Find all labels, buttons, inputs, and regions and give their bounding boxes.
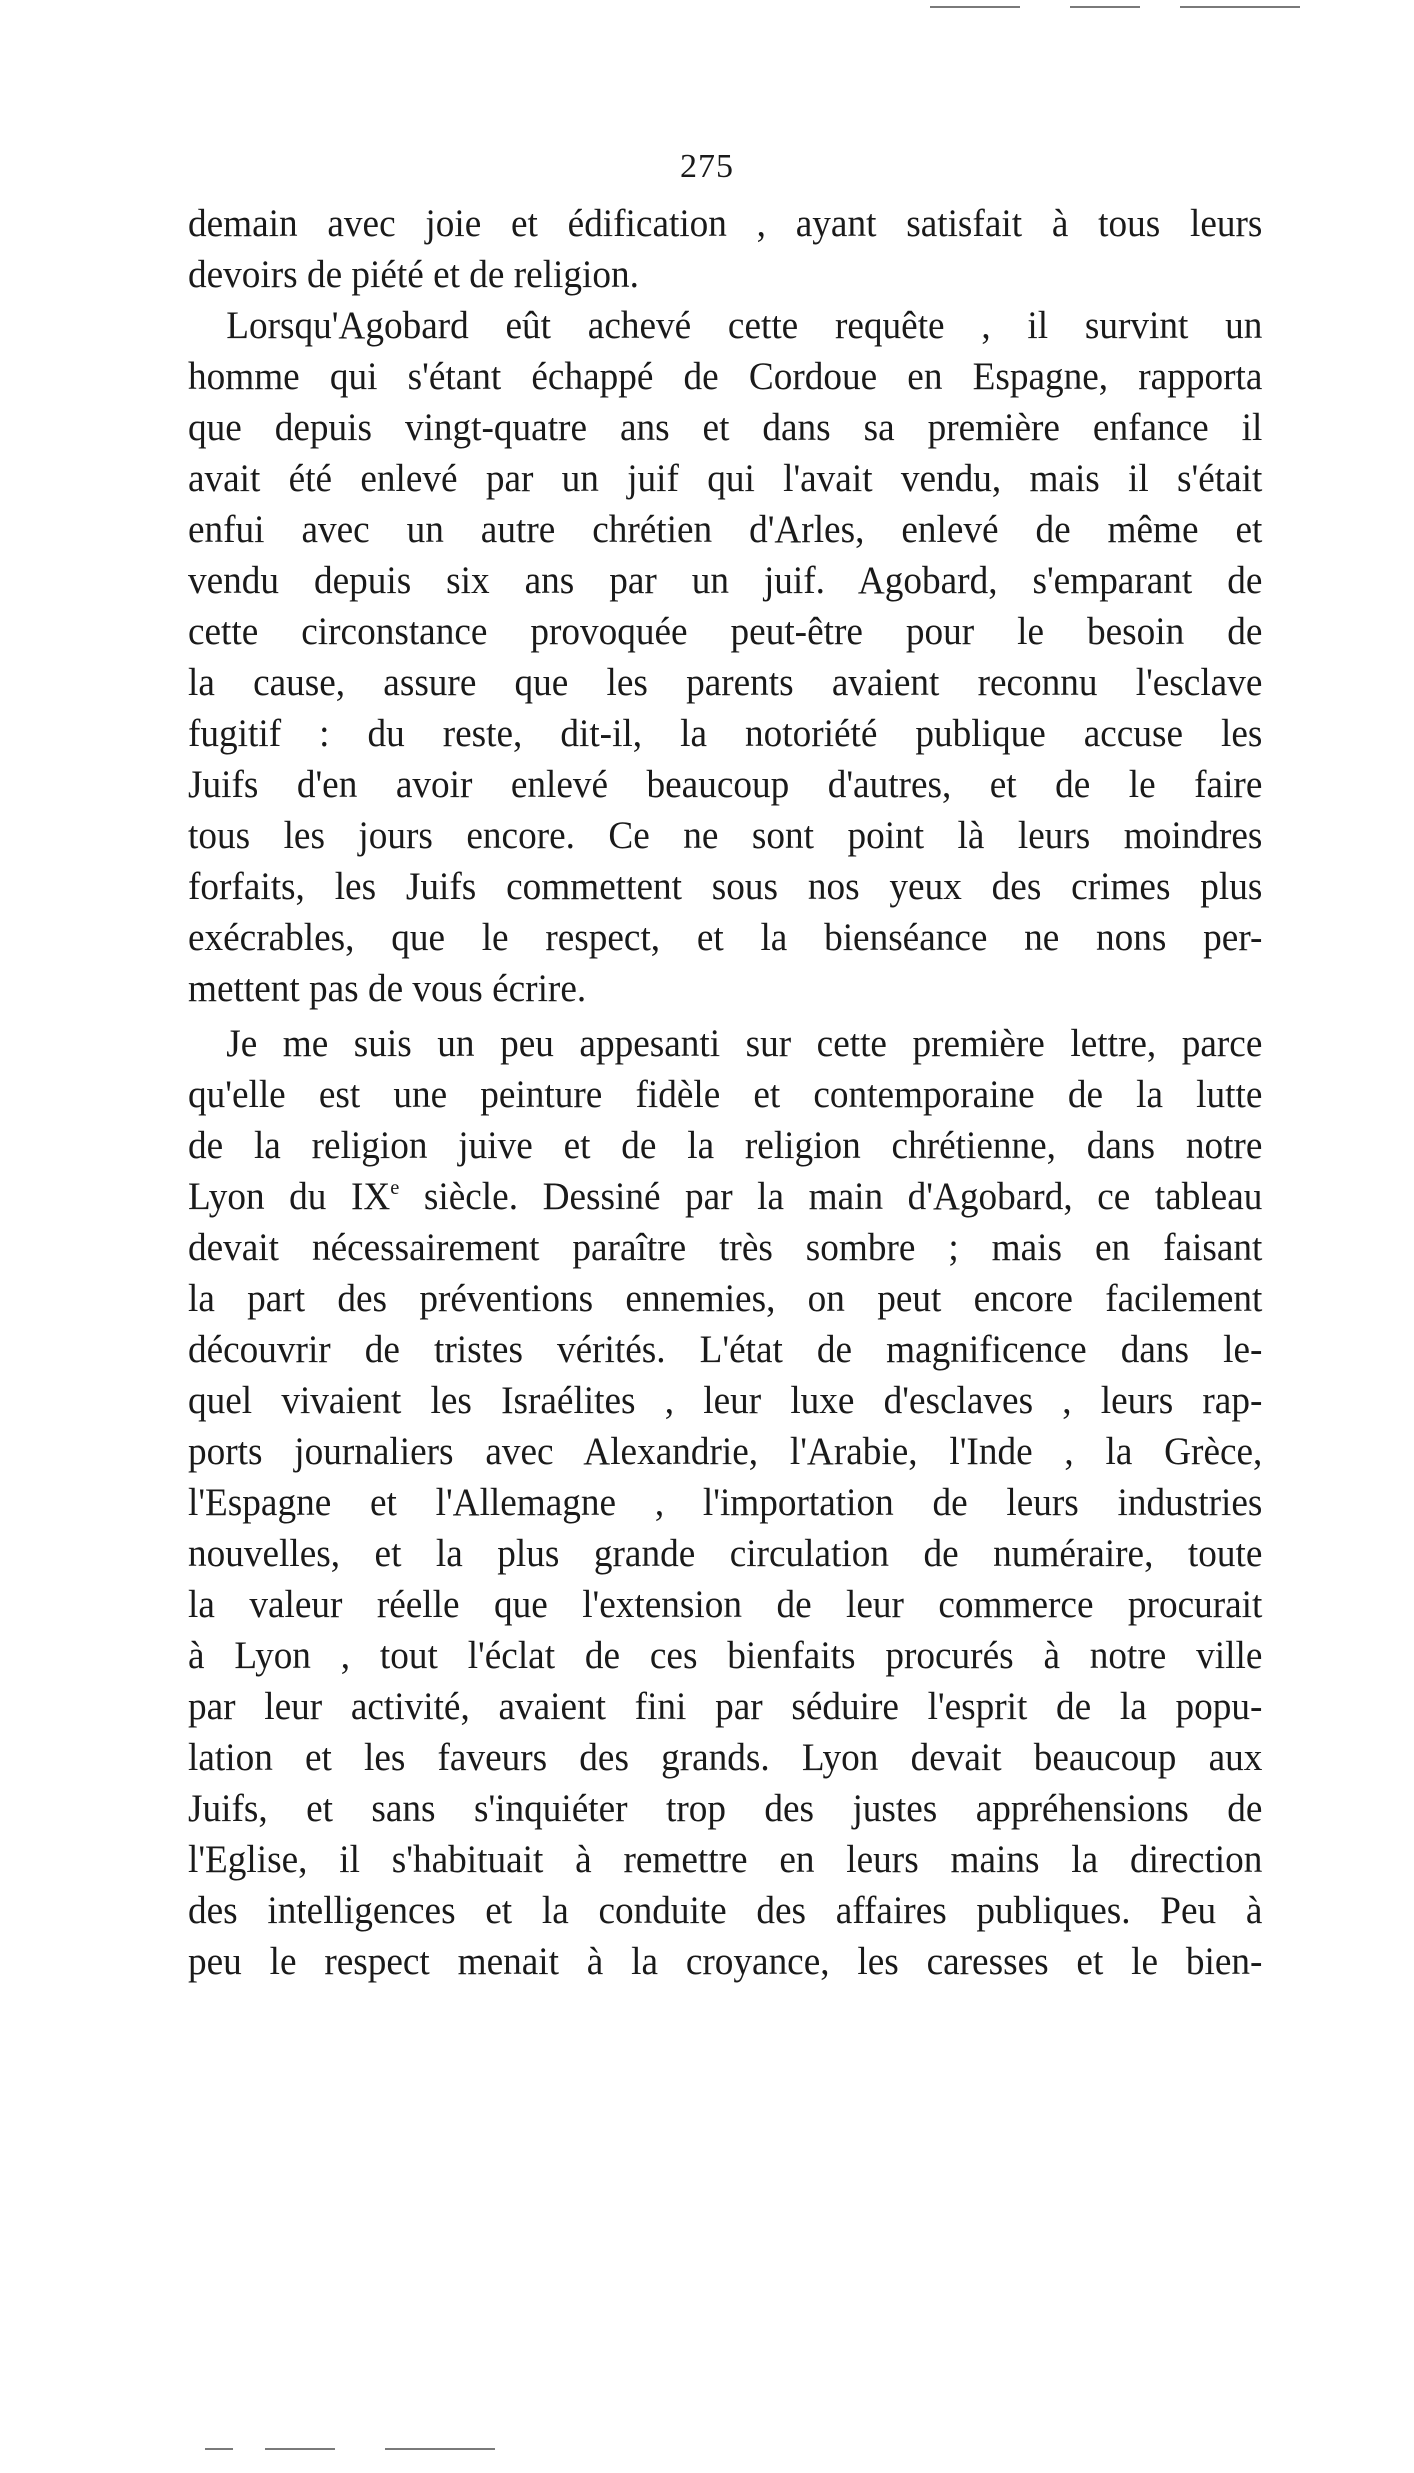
top-rule-2 — [1070, 6, 1140, 8]
text-line: mettent pas de vous écrire. — [188, 967, 587, 1010]
text-line: la cause, assure que les parents avaient reconnu l'esclave — [188, 661, 1263, 704]
top-rule-1 — [930, 6, 1020, 8]
page-number: 275 — [680, 148, 734, 185]
text-line: nouvelles, et la plus grande circulation de numéraire, toute — [188, 1532, 1263, 1575]
text-line: devait nécessairement paraître très sombre ; mais en faisant — [188, 1226, 1263, 1269]
text-line: cette circonstance provoquée peut-être pour le besoin de — [188, 610, 1263, 653]
text-line: Lorsqu'Agobard eût achevé cette requête , il survint un — [226, 304, 1263, 347]
text-line: des intelligences et la conduite des affaires publiques. Peu à — [188, 1889, 1263, 1932]
text-line: quel vivaient les Israélites , leur luxe d'esclaves , leurs rap- — [188, 1379, 1263, 1422]
text-line: fugitif : du reste, dit-il, la notoriété publique accuse les — [188, 712, 1263, 755]
text-line: à Lyon , tout l'éclat de ces bienfaits procurés à notre ville — [188, 1634, 1263, 1677]
text-line: la part des préventions ennemies, on peut encore facilement — [188, 1277, 1263, 1320]
text-line: peu le respect menait à la croyance, les caresses et le bien- — [188, 1940, 1263, 1983]
bottom-rule-1 — [205, 2448, 233, 2450]
text-line: Je me suis un peu appesanti sur cette première lettre, parce — [226, 1022, 1263, 1065]
text-line: Juifs d'en avoir enlevé beaucoup d'autres, et de le faire — [188, 763, 1263, 806]
text-line: ports journaliers avec Alexandrie, l'Arabie, l'Inde , la Grèce, — [188, 1430, 1263, 1473]
text-line: forfaits, les Juifs commettent sous nos yeux des crimes plus — [188, 865, 1263, 908]
top-rule-3 — [1180, 6, 1300, 8]
bottom-rule-2 — [265, 2448, 335, 2450]
text-line: exécrables, que le respect, et la bienséance ne nons per- — [188, 916, 1263, 959]
text-fragment: siècle. Dessiné par la main d'Agobard, ce tableau — [399, 1175, 1263, 1218]
text-line: vendu depuis six ans par un juif. Agobard, s'emparant de — [188, 559, 1263, 602]
body-text — [188, 198, 1263, 1987]
text-line: la valeur réelle que l'extension de leur commerce procurait — [188, 1583, 1263, 1626]
text-line: demain avec joie et édification , ayant satisfait à tous leurs — [188, 202, 1263, 245]
text-line: l'Espagne et l'Allemagne , l'importation de leurs industries — [188, 1481, 1263, 1524]
text-line: qu'elle est une peinture fidèle et contemporaine de la lutte — [188, 1073, 1263, 1116]
text-line: enfui avec un autre chrétien d'Arles, enlevé de même et — [188, 508, 1263, 551]
text-fragment: Lyon du IX — [188, 1175, 391, 1218]
text-line: l'Eglise, il s'habituait à remettre en leurs mains la direction — [188, 1838, 1263, 1881]
text-line: par leur activité, avaient fini par séduire l'esprit de la popu- — [188, 1685, 1263, 1728]
superscript: e — [390, 1175, 400, 1199]
text-line: homme qui s'étant échappé de Cordoue en Espagne, rapporta — [188, 355, 1263, 398]
text-line: avait été enlevé par un juif qui l'avait vendu, mais il s'était — [188, 457, 1263, 500]
text-line: Juifs, et sans s'inquiéter trop des justes appréhensions de — [188, 1787, 1263, 1830]
text-line: lation et les faveurs des grands. Lyon devait beaucoup aux — [188, 1736, 1263, 1779]
text-line: découvrir de tristes vérités. L'état de magnificence dans le- — [188, 1328, 1263, 1371]
bottom-rule-3 — [385, 2448, 495, 2450]
text-line-with-superscript — [188, 1171, 1262, 1222]
text-line: tous les jours encore. Ce ne sont point là leurs moindres — [188, 814, 1263, 857]
text-line: devoirs de piété et de religion. — [188, 253, 639, 296]
text-line: de la religion juive et de la religion chrétienne, dans notre — [188, 1124, 1263, 1167]
text-line: que depuis vingt-quatre ans et dans sa première enfance il — [188, 406, 1263, 449]
